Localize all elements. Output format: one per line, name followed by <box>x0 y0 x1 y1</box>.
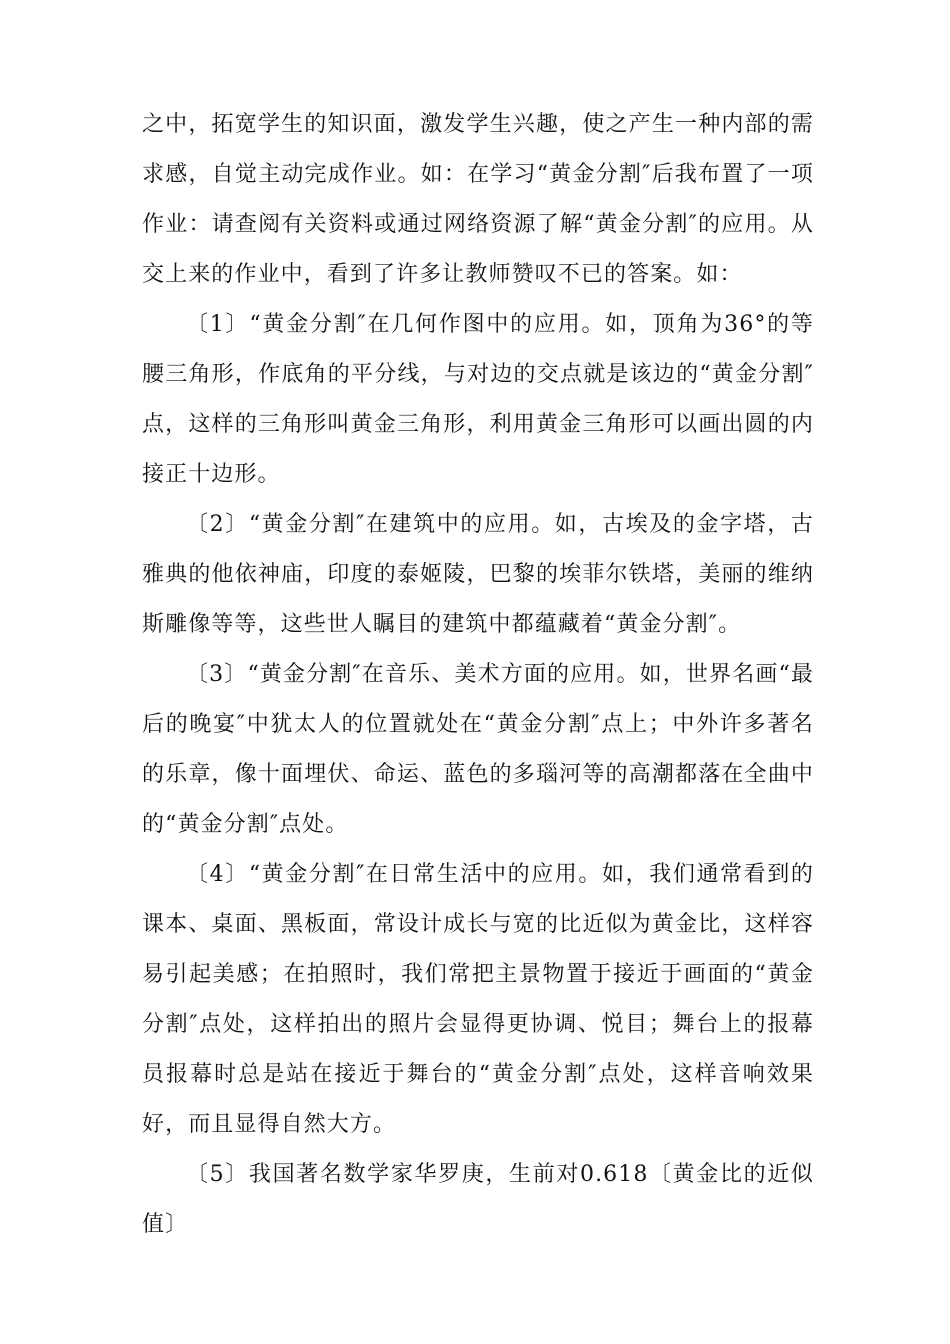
paragraph-item-5: 〔5〕我国著名数学家华罗庚，生前对0.618〔黄金比的近似值〕 <box>142 1162 814 1237</box>
body-text <box>142 100 814 1250</box>
paragraph-item-4: 〔4〕“黄金分割″在日常生活中的应用。如，我们通常看到的课本、桌面、黑板面，常设计成长与宽的比近似为黄金比，这样容易引起美感；在拍照时，我们常把主景物置于接近于画面的“黄金分割″点处，这样拍出的照片会显得更协调、悦目；舞台上的报幕员报幕时总是站在接近于舞台的“黄金分割″点处，这样音响效果好，而且显得自然大方。 <box>142 862 814 1137</box>
paragraph-item-2: 〔2〕“黄金分割″在建筑中的应用。如，古埃及的金字塔，古雅典的他依神庙，印度的泰姬陵，巴黎的埃菲尔铁塔，美丽的维纳斯雕像等等，这些世人瞩目的建筑中都蕴藏着“黄金分割″。 <box>142 512 814 637</box>
paragraph-item-1: 〔1〕“黄金分割″在几何作图中的应用。如，顶角为36°的等腰三角形，作底角的平分线，与对边的交点就是该边的“黄金分割″点，这样的三角形叫黄金三角形，利用黄金三角形可以画出圆的内接正十边形。 <box>142 312 814 487</box>
paragraph-intro: 之中，拓宽学生的知识面，激发学生兴趣，使之产生一种内部的需求感，自觉主动完成作业。如：在学习“黄金分割″后我布置了一项作业：请查阅有关资料或通过网络资源了解“黄金分割″的应用。从交上来的作业中，看到了许多让教师赞叹不已的答案。如： <box>142 112 814 287</box>
paragraph-item-3: 〔3〕“黄金分割″在音乐、美术方面的应用。如，世界名画“最后的晚宴″中犹太人的位置就处在“黄金分割″点上；中外许多著名的乐章，像十面埋伏、命运、蓝色的多瑙河等的高潮都落在全曲中的“黄金分割″点处。 <box>142 662 814 837</box>
